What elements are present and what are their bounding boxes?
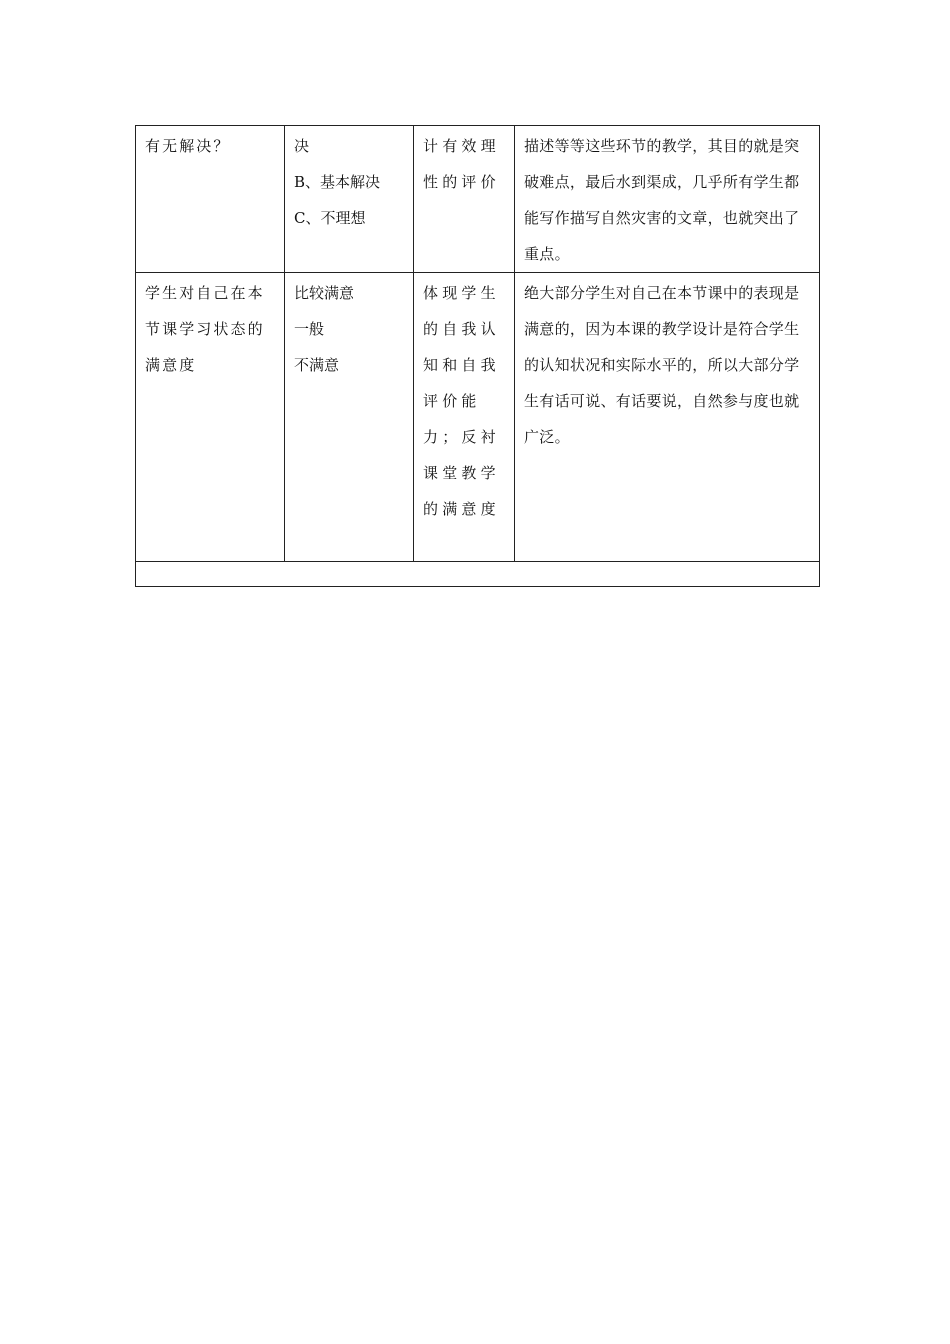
purpose-cell — [414, 273, 515, 562]
option-text: 决 — [294, 137, 310, 155]
option-text: 一般 — [294, 320, 325, 338]
analysis-cell — [515, 273, 820, 562]
options-cell — [285, 126, 414, 273]
analysis-cell — [515, 126, 820, 273]
item-text: 学生对自己在本节课学习状态的满意度 — [145, 284, 265, 374]
option-text: 不满意 — [294, 356, 340, 374]
item-cell — [136, 273, 285, 562]
option-text: C、不理想 — [294, 209, 366, 227]
item-cell — [136, 126, 285, 273]
option-text: B、基本解决 — [294, 173, 381, 191]
purpose-text: 体现学生的自我认知和自我评价能力；反衬课堂教学的满意度 — [423, 284, 500, 518]
analysis-text: 描述等等这些环节的教学，其目的就是突破难点，最后水到渠成，几乎所有学生都能写作描写自然灾害的文章，也就突出了重点。 — [524, 137, 800, 263]
evaluation-table — [135, 125, 820, 587]
purpose-text: 计有效理性的评价 — [423, 137, 500, 191]
table-row — [136, 126, 820, 273]
options-cell — [285, 273, 414, 562]
empty-table-row — [136, 562, 820, 587]
empty-cell — [136, 562, 820, 587]
item-text: 有无解决？ — [145, 137, 231, 155]
option-text: 比较满意 — [294, 284, 355, 302]
analysis-text: 绝大部分学生对自己在本节课中的表现是满意的，因为本课的教学设计是符合学生的认知状况和实际水平的，所以大部分学生有话可说、有话要说，自然参与度也就广泛。 — [524, 284, 800, 446]
table-row — [136, 273, 820, 562]
purpose-cell — [414, 126, 515, 273]
